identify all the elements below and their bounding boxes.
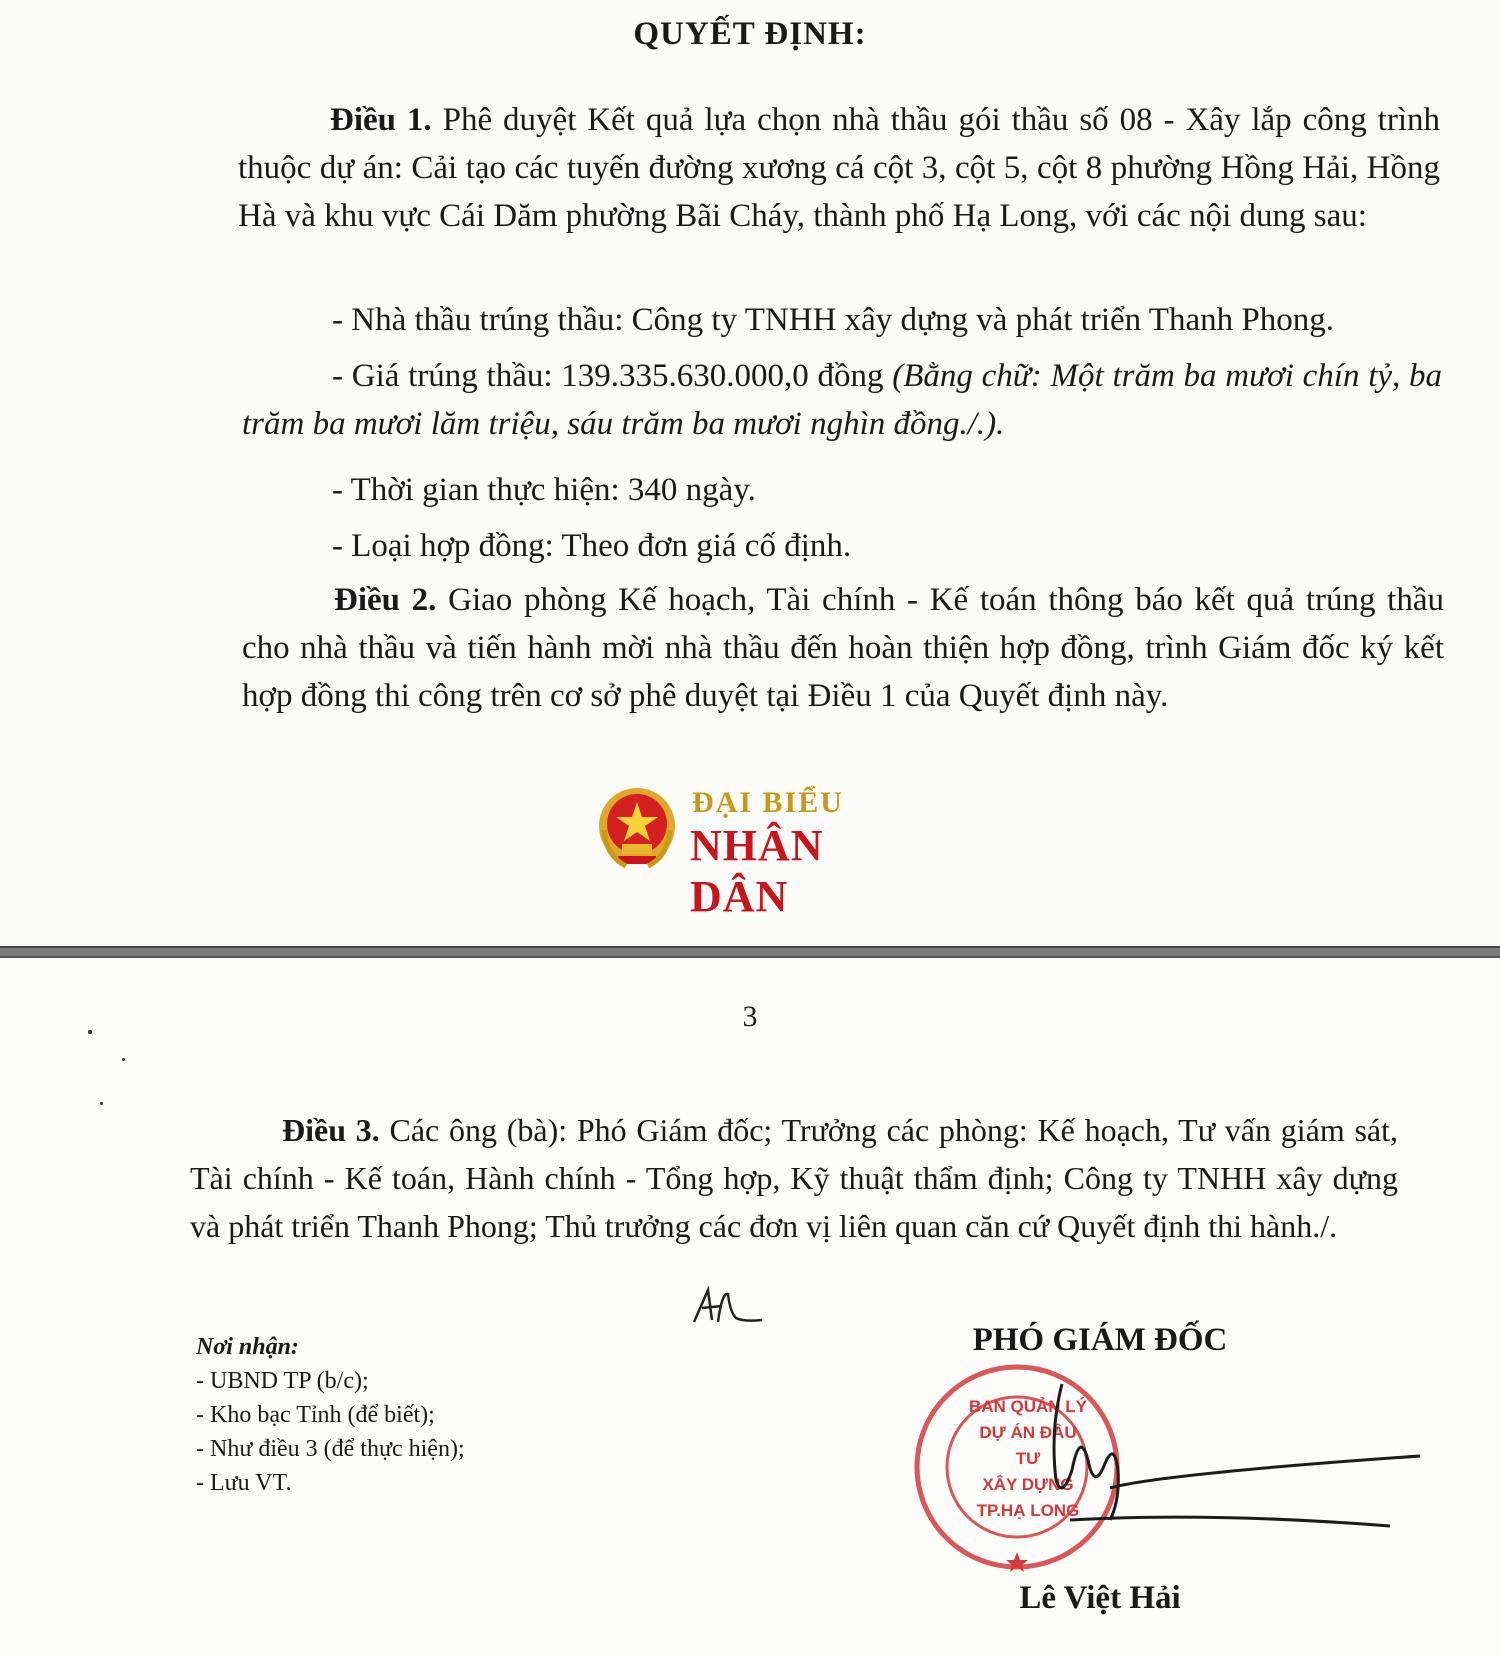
article-2-paragraph xyxy=(242,576,1444,720)
scan-speck xyxy=(122,1058,125,1061)
page-number: 3 xyxy=(742,1000,758,1033)
stamp-line: BAN QUẢN LÝ xyxy=(968,1397,1088,1416)
stamp-line: DỰ ÁN ĐẦU TƯ xyxy=(979,1423,1077,1468)
contract-type-line: - Loại hợp đồng: Theo đơn giá cố định. xyxy=(332,528,852,564)
national-emblem-icon xyxy=(596,786,678,872)
price-in-words: (Bằng chữ: Một trăm ba mươi chín tỷ, ba trăm ba mươi lăm triệu, sáu trăm ba mươi nghìn đồng./.). xyxy=(242,358,1443,442)
decision-title: QUYẾT ĐỊNH: xyxy=(633,16,867,52)
page-separator xyxy=(0,946,1500,958)
article-3-paragraph xyxy=(190,1106,1398,1250)
handwritten-signature xyxy=(1010,1370,1430,1530)
recipients-heading: Nơi nhận: xyxy=(196,1334,299,1360)
initials-signature xyxy=(688,1282,768,1328)
stamp-line: TP.HẠ LONG xyxy=(976,1501,1080,1520)
recipients-block xyxy=(196,1330,465,1500)
scan-speck xyxy=(100,1102,103,1105)
article-1-label: Điều 1. xyxy=(330,102,432,138)
article-3-label: Điều 3. xyxy=(282,1112,380,1148)
article-1-text: Phê duyệt Kết quả lựa chọn nhà thầu gói thầu số 08 - Xây lắp công trình thuộc dự án: Cải tạo các tuyến đường xương cá cột 3, cột 5, cột 8 phường Hồng Hải, Hồng Hà và khu vực Cái Dăm phường Bãi Cháy, thành phố Hạ Long, với các nội dung sau: xyxy=(238,102,1440,234)
watermark-line-1: ĐẠI BIỂU xyxy=(692,786,844,819)
signer-name: Lê Việt Hải xyxy=(1019,1580,1181,1616)
recipient-item: - Như điều 3 (để thực hiện); xyxy=(196,1436,465,1462)
recipient-item: - UBND TP (b/c); xyxy=(196,1368,369,1394)
recipient-item: - Lưu VT. xyxy=(196,1470,292,1496)
article-2-label: Điều 2. xyxy=(334,582,437,618)
article-3-text: Các ông (bà): Phó Giám đốc; Trưởng các phòng: Kế hoạch, Tư vấn giám sát, Tài chính - Kế toán, Hành chính - Tổng hợp, Kỹ thuật thẩm định; Công ty TNHH xây dựng và phát triển Thanh Phong; Thủ trưởng các đơn vị liên quan căn cứ Quyết định thi hành./. xyxy=(190,1112,1399,1244)
watermark-line-2: NHÂN DÂN xyxy=(690,821,824,921)
contractor-line: - Nhà thầu trúng thầu: Công ty TNHH xây dựng và phát triển Thanh Phong. xyxy=(332,302,1334,338)
article-1-paragraph xyxy=(238,96,1440,240)
duration-line: - Thời gian thực hiện: 340 ngày. xyxy=(332,472,756,508)
price-paragraph xyxy=(242,352,1442,448)
dai-bieu-nhan-dan-watermark xyxy=(596,786,916,921)
stamp-line: XÂY DỰNG xyxy=(982,1475,1074,1494)
price-value: - Giá trúng thầu: 139.335.630.000,0 đồng xyxy=(332,358,893,394)
recipient-item: - Kho bạc Tỉnh (để biết); xyxy=(196,1402,435,1428)
signer-title: PHÓ GIÁM ĐỐC xyxy=(972,1322,1228,1358)
article-2-text: Giao phòng Kế hoạch, Tài chính - Kế toán thông báo kết quả trúng thầu cho nhà thầu và tiến hành mời nhà thầu đến hoàn thiện hợp đồng, trình Giám đốc ký kết hợp đồng thi công trên cơ sở phê duyệt tại Điều 1 của Quyết định này. xyxy=(242,582,1444,714)
